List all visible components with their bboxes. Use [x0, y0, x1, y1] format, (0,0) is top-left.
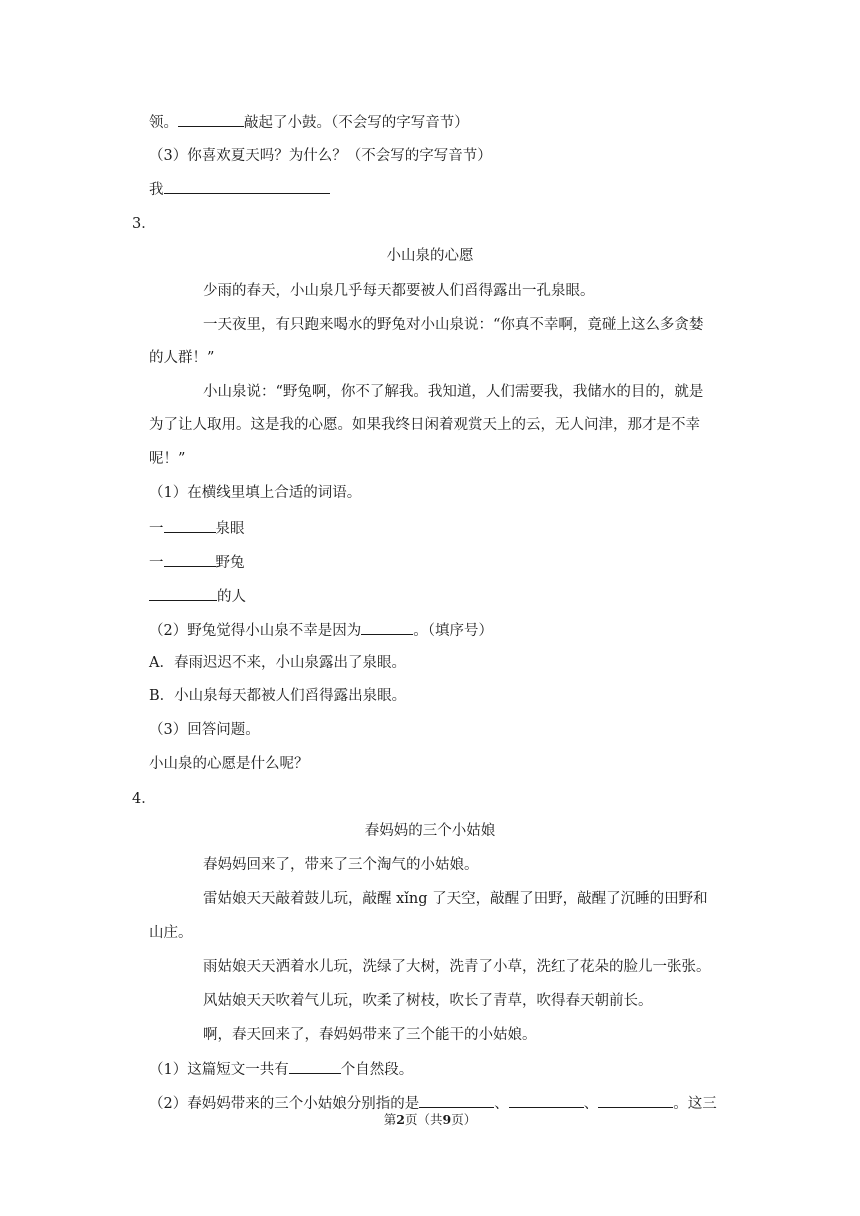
passage-paragraph-cont: 的人群！”	[149, 350, 215, 366]
passage-paragraph: 春妈妈回来了，带来了三个淘气的小姑娘。	[203, 857, 479, 873]
passage-paragraph: 小山泉说：“野兔啊，你不了解我。我知道，人们需要我，我储水的目的，就是	[203, 384, 704, 400]
fill-line: 一 泉眼	[149, 517, 245, 539]
answer-blank[interactable]	[164, 517, 216, 533]
fill-line: 的人	[149, 585, 246, 607]
question-prompt: （3）你喜欢夏天吗？为什么？（不会写的字写音节）	[149, 148, 492, 164]
subquestion: （3）回答问题。	[149, 722, 260, 738]
answer-blank[interactable]	[509, 1092, 584, 1108]
passage-paragraph: 啊，春天回来了，春妈妈带来了三个能干的小姑娘。	[203, 1027, 537, 1043]
answer-line: 我	[149, 178, 330, 200]
answer-blank[interactable]	[289, 1058, 341, 1074]
option-a: A．春雨迟迟不来，小山泉露出了泉眼。	[149, 655, 406, 671]
passage-paragraph: 雷姑娘天天敲着鼓儿玩，敲醒 xǐng 了天空，敲醒了田野，敲醒了沉睡的田野和	[203, 891, 708, 907]
answer-blank[interactable]	[419, 1092, 494, 1108]
subquestion: （1）这篇短文一共有 个自然段。	[149, 1058, 413, 1080]
passage-paragraph-cont: 山庄。	[149, 925, 193, 941]
subquestion-prompt: 小山泉的心愿是什么呢？	[149, 756, 309, 772]
passage-paragraph: 一天夜里，有只跑来喝水的野兔对小山泉说：“你真不幸啊，竟碰上这么多贪婪	[203, 317, 704, 333]
subquestion: （1）在横线里填上合适的词语。	[149, 485, 362, 501]
passage-paragraph: 少雨的春天，小山泉几乎每天都要被人们舀得露出一孔泉眼。	[203, 283, 595, 299]
question-number: 4．	[132, 791, 156, 807]
answer-blank[interactable]	[164, 178, 330, 194]
page-number: 2	[396, 1112, 405, 1127]
passage-paragraph: 雨姑娘天天洒着水儿玩，洗绿了大树，洗青了小草，洗红了花朵的脸儿一张张。	[203, 959, 711, 975]
answer-blank[interactable]	[164, 551, 216, 567]
passage-paragraph-cont: 呢！”	[149, 451, 186, 467]
passage-title: 春妈妈的三个小姑娘	[364, 823, 496, 839]
text-line: 领。 敲起了小鼓。（不会写的字写音节）	[149, 111, 469, 133]
question-number: 3．	[132, 216, 156, 232]
answer-blank[interactable]	[178, 111, 244, 127]
subquestion: （2）野兔觉得小山泉不幸是因为 。（填序号）	[149, 619, 493, 641]
passage-title: 小山泉的心愿	[386, 248, 474, 264]
answer-blank[interactable]	[598, 1092, 673, 1108]
answer-blank[interactable]	[149, 585, 217, 601]
passage-paragraph-cont: 为了让人取用。这是我的心愿。如果我终日闲着观赏天上的云，无人问津，那才是不幸	[149, 417, 700, 433]
page-footer: 第2页（共9页）	[383, 1112, 477, 1127]
option-b: B．小山泉每天都被人们舀得露出泉眼。	[149, 688, 407, 704]
fill-line: 一 野兔	[149, 551, 245, 573]
page-total: 9	[442, 1112, 452, 1127]
passage-paragraph: 风姑娘天天吹着气儿玩，吹柔了树枝，吹长了青草，吹得春天朝前长。	[203, 993, 653, 1009]
answer-blank[interactable]	[361, 619, 413, 635]
subquestion: （2）春妈妈带来的三个小姑娘分别指的是 、 、 。这三	[149, 1092, 717, 1114]
